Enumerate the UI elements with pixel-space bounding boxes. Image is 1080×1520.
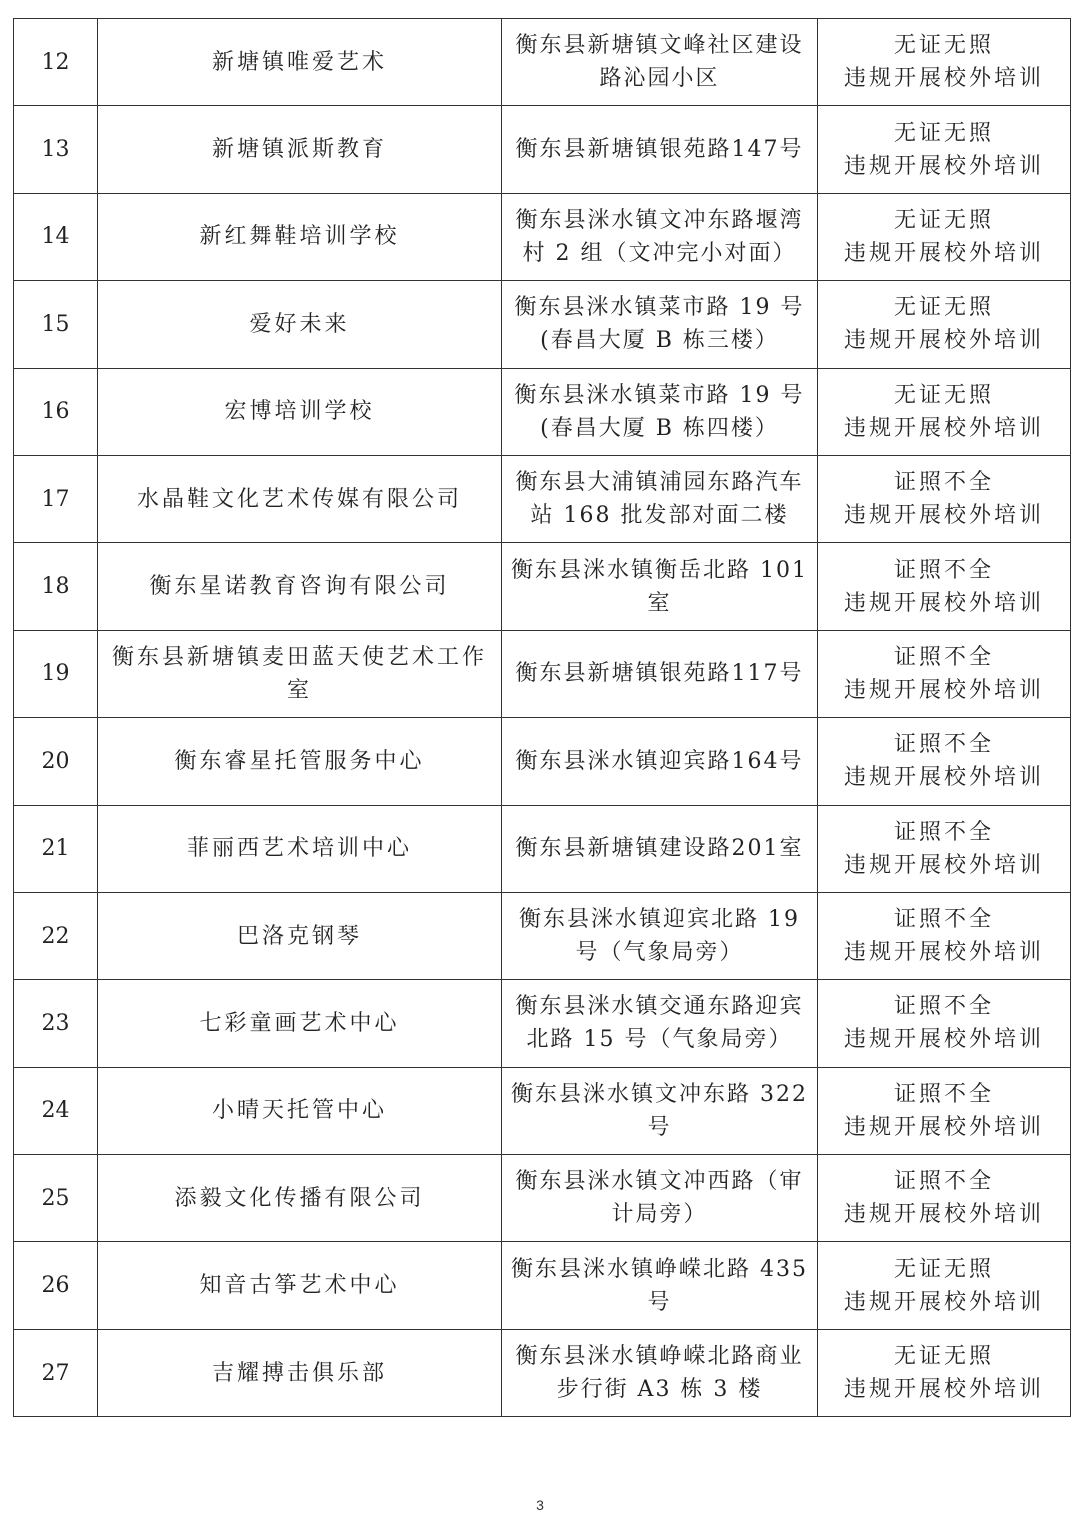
row-number: 26 — [14, 1242, 98, 1329]
row-number: 21 — [14, 805, 98, 892]
row-number: 17 — [14, 455, 98, 542]
table-row — [14, 1067, 1071, 1154]
institution-name: 爱好未来 — [98, 281, 502, 368]
institution-address: 衡东县洣水镇菜市路 19 号(春昌大厦 B 栋四楼） — [502, 368, 818, 455]
table-row — [14, 106, 1071, 193]
row-number: 12 — [14, 19, 98, 106]
row-number: 23 — [14, 980, 98, 1067]
row-number: 20 — [14, 718, 98, 805]
institution-status — [818, 718, 1071, 805]
institution-status — [818, 455, 1071, 542]
license-status: 证照不全 — [893, 1081, 994, 1107]
violation-type: 违规开展校外培训 — [843, 1202, 1044, 1228]
institution-status — [818, 1329, 1071, 1416]
license-status: 无证无照 — [893, 1344, 994, 1370]
institution-name: 宏博培训学校 — [98, 368, 502, 455]
institution-address: 衡东县大浦镇浦园东路汽车站 168 批发部对面二楼 — [502, 455, 818, 542]
institution-name: 新红舞鞋培训学校 — [98, 193, 502, 280]
license-status: 证照不全 — [893, 644, 994, 670]
violation-type: 违规开展校外培训 — [843, 1114, 1044, 1140]
institution-status — [818, 630, 1071, 717]
institution-name: 新塘镇唯爱艺术 — [98, 19, 502, 106]
institution-name: 衡东睿星托管服务中心 — [98, 718, 502, 805]
page-number: 3 — [536, 1497, 544, 1513]
institution-status — [818, 106, 1071, 193]
institution-list — [13, 18, 1070, 1417]
institution-name: 七彩童画艺术中心 — [98, 980, 502, 1067]
institution-status — [818, 543, 1071, 630]
table-row — [14, 543, 1071, 630]
license-status: 无证无照 — [893, 1256, 994, 1282]
institution-status — [818, 281, 1071, 368]
license-status: 无证无照 — [893, 382, 994, 408]
table-row — [14, 281, 1071, 368]
institution-status — [818, 892, 1071, 979]
license-status: 证照不全 — [893, 994, 994, 1020]
license-status: 证照不全 — [893, 470, 994, 496]
row-number: 22 — [14, 892, 98, 979]
violation-type: 违规开展校外培训 — [843, 153, 1044, 179]
institution-address: 衡东县洣水镇峥嵘北路商业步行街 A3 栋 3 楼 — [502, 1329, 818, 1416]
institution-address: 衡东县洣水镇文冲东路堰湾村 2 组（文冲完小对面） — [502, 193, 818, 280]
violation-type: 违规开展校外培训 — [843, 940, 1044, 966]
institution-address: 衡东县洣水镇迎宾路164号 — [502, 718, 818, 805]
violation-type: 违规开展校外培训 — [843, 415, 1044, 441]
institution-name: 添毅文化传播有限公司 — [98, 1155, 502, 1242]
institution-status — [818, 980, 1071, 1067]
institution-name: 水晶鞋文化艺术传媒有限公司 — [98, 455, 502, 542]
license-status: 无证无照 — [893, 207, 994, 233]
license-status: 无证无照 — [893, 120, 994, 146]
institution-status — [818, 1155, 1071, 1242]
violation-type: 违规开展校外培训 — [843, 852, 1044, 878]
institution-address: 衡东县洣水镇衡岳北路 101 室 — [502, 543, 818, 630]
institution-address: 衡东县洣水镇迎宾北路 19 号（气象局旁） — [502, 892, 818, 979]
table-row — [14, 892, 1071, 979]
institution-address: 衡东县新塘镇建设路201室 — [502, 805, 818, 892]
institution-address: 衡东县新塘镇银苑路147号 — [502, 106, 818, 193]
table-row — [14, 1329, 1071, 1416]
violation-type: 违规开展校外培训 — [843, 590, 1044, 616]
institution-name: 菲丽西艺术培训中心 — [98, 805, 502, 892]
row-number: 19 — [14, 630, 98, 717]
institution-status — [818, 1242, 1071, 1329]
table-row — [14, 630, 1071, 717]
row-number: 24 — [14, 1067, 98, 1154]
institution-status — [818, 193, 1071, 280]
table-row — [14, 805, 1071, 892]
institution-name: 吉耀搏击俱乐部 — [98, 1329, 502, 1416]
row-number: 18 — [14, 543, 98, 630]
row-number: 16 — [14, 368, 98, 455]
table-row — [14, 1242, 1071, 1329]
institution-status — [818, 19, 1071, 106]
institution-status — [818, 1067, 1071, 1154]
institution-address: 衡东县洣水镇交通东路迎宾北路 15 号（气象局旁） — [502, 980, 818, 1067]
institution-name: 巴洛克钢琴 — [98, 892, 502, 979]
institution-name: 小晴天托管中心 — [98, 1067, 502, 1154]
institution-address: 衡东县新塘镇银苑路117号 — [502, 630, 818, 717]
license-status: 证照不全 — [893, 1169, 994, 1195]
institution-address: 衡东县洣水镇文冲东路 322 号 — [502, 1067, 818, 1154]
institution-name: 新塘镇派斯教育 — [98, 106, 502, 193]
license-status: 证照不全 — [893, 732, 994, 758]
table-row — [14, 455, 1071, 542]
table-row — [14, 980, 1071, 1067]
institution-status — [818, 805, 1071, 892]
row-number: 25 — [14, 1155, 98, 1242]
institution-name: 知音古筝艺术中心 — [98, 1242, 502, 1329]
license-status: 证照不全 — [893, 557, 994, 583]
institution-name: 衡东星诺教育咨询有限公司 — [98, 543, 502, 630]
institution-name: 衡东县新塘镇麦田蓝天使艺术工作室 — [98, 630, 502, 717]
license-status: 无证无照 — [893, 33, 994, 59]
license-status: 证照不全 — [893, 819, 994, 845]
license-status: 无证无照 — [893, 295, 994, 321]
table-row — [14, 1155, 1071, 1242]
institution-table — [13, 18, 1071, 1417]
institution-address: 衡东县洣水镇峥嵘北路 435 号 — [502, 1242, 818, 1329]
violation-type: 违规开展校外培训 — [843, 66, 1044, 92]
violation-type: 违规开展校外培训 — [843, 1289, 1044, 1315]
table-row — [14, 718, 1071, 805]
violation-type: 违规开展校外培训 — [843, 1027, 1044, 1053]
table-row — [14, 193, 1071, 280]
institution-address: 衡东县新塘镇文峰社区建设路沁园小区 — [502, 19, 818, 106]
institution-address: 衡东县洣水镇菜市路 19 号(春昌大厦 B 栋三楼） — [502, 281, 818, 368]
violation-type: 违规开展校外培训 — [843, 503, 1044, 529]
license-status: 证照不全 — [893, 907, 994, 933]
violation-type: 违规开展校外培训 — [843, 328, 1044, 354]
institution-address: 衡东县洣水镇文冲西路（审计局旁） — [502, 1155, 818, 1242]
table-row — [14, 368, 1071, 455]
row-number: 15 — [14, 281, 98, 368]
row-number: 13 — [14, 106, 98, 193]
violation-type: 违规开展校外培训 — [843, 677, 1044, 703]
violation-type: 违规开展校外培训 — [843, 240, 1044, 266]
violation-type: 违规开展校外培训 — [843, 765, 1044, 791]
violation-type: 违规开展校外培训 — [843, 1377, 1044, 1403]
row-number: 27 — [14, 1329, 98, 1416]
row-number: 14 — [14, 193, 98, 280]
institution-status — [818, 368, 1071, 455]
table-row — [14, 19, 1071, 106]
